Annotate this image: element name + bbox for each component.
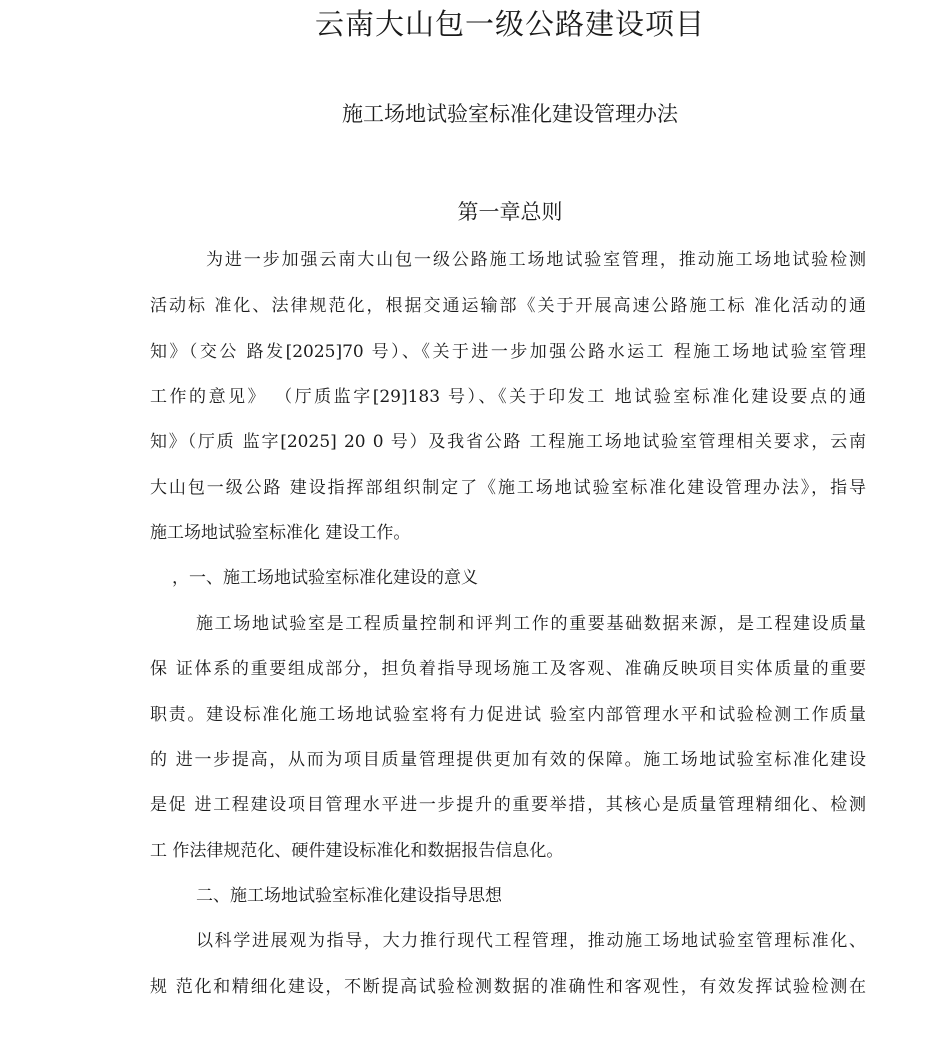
paragraph-line: 以科学进展观为指导，大力推行现代工程管理，推动施工场地试验室管理标准化、: [196, 931, 866, 951]
paragraph-line: 活动标 准化、法律规范化，根据交通运输部《关于开展高速公路施工标 准化活动的通: [150, 296, 866, 316]
paragraph-line: 知》（厅质 监字[2025] 20 0 号）及我省公路 工程施工场地试验室管理相关要求，云南: [150, 432, 866, 452]
paragraph-line: 知》（交公 路发[2025]70 号）、《关于进一步加强公路水运工 程施工场地试验室管理: [150, 342, 866, 362]
paragraph-line: 大山包一级公路 建设指挥部组织制定了《施工场地试验室标准化建设管理办法》，指导: [150, 478, 866, 498]
section-heading: ，一、施工场地试验室标准化建设的意义: [172, 568, 478, 588]
document-subtitle: 施工场地试验室标准化建设管理办法: [342, 102, 678, 126]
paragraph-line: 规 范化和精细化建设，不断提高试验检测数据的准确性和客观性，有效发挥试验检测在: [150, 977, 866, 997]
paragraph-line: 的 进一步提高，从而为项目质量管理提供更加有效的保障。施工场地试验室标准化建设: [150, 750, 866, 770]
chapter-heading: 第一章总则: [457, 200, 563, 224]
section-heading: 二、施工场地试验室标准化建设指导思想: [196, 886, 502, 906]
paragraph-line: 为进一步加强云南大山包一级公路施工场地试验室管理，推动施工场地试验检测: [206, 250, 866, 270]
paragraph-line: 工 作法律规范化、硬件建设标准化和数据报告信息化。: [150, 841, 564, 861]
paragraph-line: 工作的意见》 （厅质监字[29]183 号）、《关于印发工 地试验室标准化建设要点的通: [150, 387, 866, 407]
paragraph-line: 职责。建设标准化施工场地试验室将有力促进试 验室内部管理水平和试验检测工作质量: [150, 705, 866, 725]
paragraph-line: 施工场地试验室是工程质量控制和评判工作的重要基础数据来源，是工程建设质量: [196, 614, 866, 634]
paragraph-line: 施工场地试验室标准化 建设工作。: [150, 523, 411, 543]
paragraph-line: 是促 进工程建设项目管理水平进一步提升的重要举措，其核心是质量管理精细化、检测: [150, 795, 866, 815]
paragraph-line: 保 证体系的重要组成部分，担负着指导现场施工及客观、准确反映项目实体质量的重要: [150, 659, 866, 679]
document-title: 云南大山包一级公路建设项目: [314, 7, 705, 41]
